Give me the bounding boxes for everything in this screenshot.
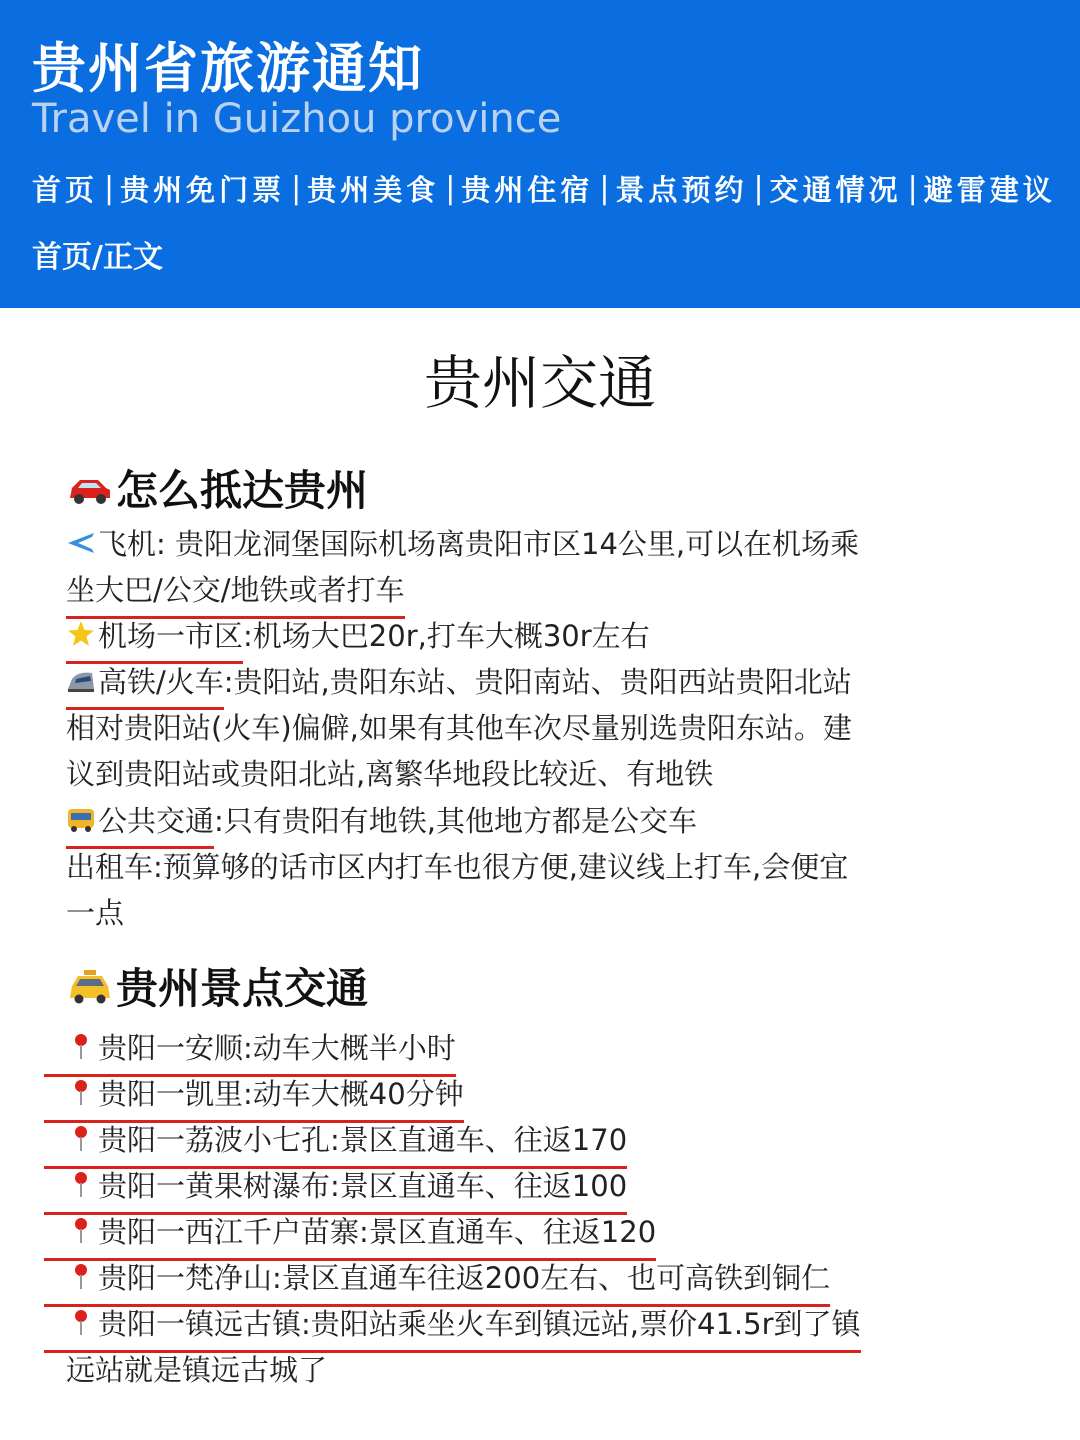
nav-lodging[interactable]: 贵州住宿 (461, 172, 594, 207)
pin-icon (66, 1169, 96, 1199)
nav-free-tickets[interactable]: 贵州免门票 (120, 172, 286, 207)
section-heading-attractions (66, 956, 368, 1016)
nav-separator: | (104, 170, 115, 206)
pin-icon (66, 1123, 96, 1153)
train-line (66, 658, 852, 702)
plane-line-cont (66, 566, 405, 610)
route-label: 贵阳一西江千户苗寨 (98, 1210, 359, 1251)
plane-label: 飞机 (98, 526, 157, 561)
route-label: 贵阳一安顺 (98, 1026, 243, 1067)
route-text: :景区直通车往返200左右、也可高铁到铜仁 (272, 1260, 831, 1295)
route-text: :景区直通车、往返120 (359, 1214, 657, 1249)
nav-bar (32, 166, 1080, 210)
plane-line (66, 520, 859, 564)
route-label: 贵阳一荔波小七孔 (98, 1118, 330, 1159)
site-subtitle: Travel in Guizhou province (32, 96, 562, 142)
bus-text: :只有贵阳有地铁,其他地方都是公交车 (214, 803, 698, 838)
route-text: :景区直通车、往返100 (330, 1168, 628, 1203)
site-header (0, 0, 1080, 308)
route-label: 贵阳一黄果树瀑布 (98, 1164, 330, 1205)
pin-icon (66, 1077, 96, 1107)
route-text: :动车大概40分钟 (243, 1076, 464, 1111)
route-text: :景区直通车、往返170 (330, 1122, 628, 1157)
taxi-icon (66, 966, 114, 1006)
nav-separator: | (599, 170, 610, 206)
breadcrumb[interactable]: 首页/正文 (32, 240, 163, 275)
route-label: 贵阳一梵净山 (98, 1256, 272, 1297)
section-heading-text: 贵州景点交通 (116, 964, 369, 1013)
route-text: :动车大概半小时 (243, 1030, 456, 1065)
star-label: 机场一市区 (98, 614, 243, 655)
route-item (66, 1254, 830, 1298)
nav-booking[interactable]: 景点预约 (615, 172, 748, 207)
pin-icon (66, 1031, 96, 1061)
article-title: 贵州交通 (423, 349, 656, 417)
route-item-cont: 远站就是镇远古城了 (66, 1352, 328, 1387)
route-item (66, 1116, 627, 1160)
bus-icon (66, 804, 96, 834)
bus-line (66, 797, 697, 841)
route-label: 贵阳一凯里 (98, 1072, 243, 1113)
route-label: 贵阳一镇远古镇 (98, 1302, 301, 1343)
pin-icon (66, 1261, 96, 1291)
pin-icon (66, 1215, 96, 1245)
star-text: :机场大巴20r,打车大概30r左右 (243, 618, 650, 653)
nav-separator: | (445, 170, 456, 206)
airplane-icon (66, 527, 96, 557)
plane-text: : 贵阳龙洞堡国际机场离贵阳市区14公里,可以在机场乘 (156, 526, 860, 561)
train-line-2: 相对贵阳站(火车)偏僻,如果有其他车次尽量别选贵阳东站。建 (66, 710, 852, 745)
pin-icon (66, 1307, 96, 1337)
route-item (66, 1070, 464, 1114)
route-item (66, 1208, 656, 1252)
plane-text-2: 大巴/公交/地铁或者打车 (95, 572, 405, 607)
nav-separator: | (907, 170, 918, 206)
bus-label: 公共交通 (98, 799, 214, 840)
route-text: :贵阳站乘坐火车到镇远站,票价41.5r到了镇 (301, 1306, 861, 1341)
star-line (66, 612, 650, 656)
route-item (66, 1162, 627, 1206)
site-title: 贵州省旅游通知 (32, 37, 424, 100)
plane-cont-underlined: 坐 (66, 568, 95, 609)
car-icon (66, 468, 114, 508)
train-line-3: 议到贵阳站或贵阳北站,离繁华地段比较近、有地铁 (66, 756, 714, 791)
nav-food[interactable]: 贵州美食 (307, 172, 440, 207)
nav-traffic[interactable]: 交通情况 (769, 172, 902, 207)
section-heading-text: 怎么抵达贵州 (116, 466, 369, 515)
nav-separator: | (753, 170, 764, 206)
nav-tips[interactable]: 避雷建议 (923, 172, 1056, 207)
section-heading-arrive (66, 458, 368, 518)
taxi-line-2: 一点 (66, 895, 125, 930)
nav-separator: | (291, 170, 302, 206)
train-text: :贵阳站,贵阳东站、贵阳南站、贵阳西站贵阳北站 (223, 664, 852, 699)
train-label: 高铁/火车 (98, 660, 224, 701)
route-item (66, 1300, 861, 1344)
star-icon (66, 619, 96, 649)
high-speed-train-icon (66, 665, 96, 695)
route-item (66, 1024, 456, 1068)
nav-home[interactable]: 首页 (32, 172, 99, 207)
taxi-line: 出租车:预算够的话市区内打车也很方便,建议线上打车,会便宜 (66, 849, 849, 884)
